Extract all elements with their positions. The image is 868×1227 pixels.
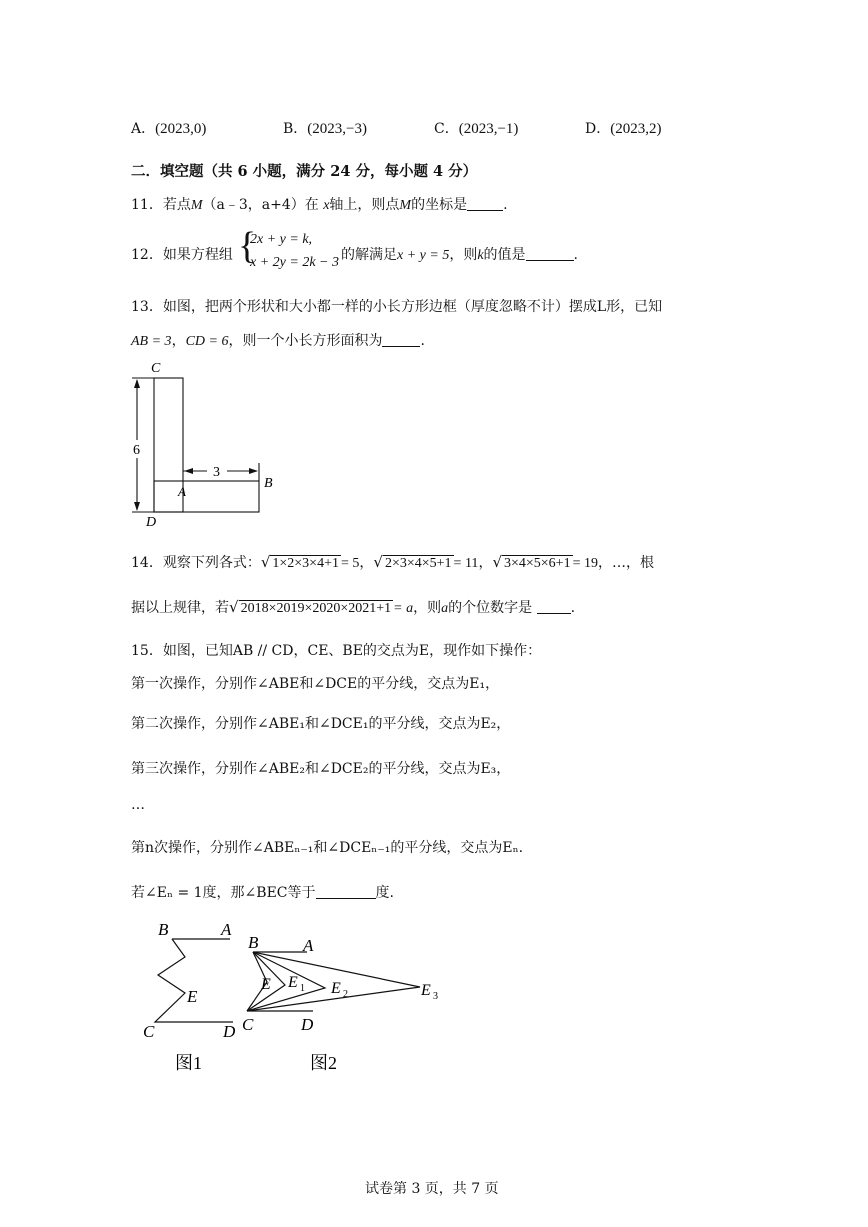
question-15-op2: 第二次操作，分别作∠ABE₁和∠DCE₁的平分线，交点为E₂， <box>131 716 511 732</box>
question-15-opn: 第n次操作，分别作∠ABEₙ₋₁和∠DCEₙ₋₁的平分线，交点为Eₙ. <box>131 840 524 856</box>
fig2-label-e: E <box>261 976 271 993</box>
figure-15 <box>135 915 455 1080</box>
fig2-label-b: B <box>248 933 259 952</box>
fig2-label-e3: E <box>421 982 431 999</box>
fig2-label-d: D <box>301 1015 314 1034</box>
question-15-line1: 15．如图，已知AB // CD，CE、BE的交点为E，现作如下操作： <box>131 643 542 659</box>
fig1-label-c: C <box>143 1022 155 1041</box>
fig1-label-a: A <box>221 920 232 939</box>
fig2-sub-2: 2 <box>343 989 348 1000</box>
answer-blank[interactable] <box>526 246 574 261</box>
equation-1: 2x + y = k, <box>250 232 313 247</box>
fig1-label-e: E <box>187 987 198 1006</box>
label-b: B <box>264 476 273 491</box>
fig2-sub-1: 1 <box>300 983 305 994</box>
question-14-line1: 14．观察下列各式：√ 1×2×3×4+1 = 5，√ 2×3×4×5+1 = 11，√ 3×4×5×6+1 = 19，…，根 <box>131 553 654 571</box>
figure-1-lines <box>155 939 233 1022</box>
label-c: C <box>151 361 161 376</box>
section-title: 二．填空题（共 6 小题，满分 24 分，每小题 4 分） <box>131 163 478 180</box>
option-c: C．(2023,−1) <box>434 121 519 137</box>
question-11: 11．若点M（a﹣3，a+4）在 x轴上，则点M的坐标是 . <box>131 197 508 213</box>
label-three: 3 <box>213 465 220 480</box>
option-a: A．(2023,0) <box>131 121 207 137</box>
fig1-label-b: B <box>158 920 169 939</box>
fig2-sub-3: 3 <box>433 991 438 1002</box>
fig2-label-c: C <box>242 1015 254 1034</box>
label-a: A <box>178 484 186 499</box>
fig2-label-e2: E <box>331 980 341 997</box>
page-footer: 试卷第 3 页，共 7 页 <box>365 1181 499 1197</box>
question-15-dots: … <box>131 797 145 813</box>
question-12-rest: 的解满足x + y = 5，则k的值是 . <box>341 247 578 263</box>
fig1-caption: 图1 <box>175 1053 202 1073</box>
fig1-label-d: D <box>223 1022 236 1041</box>
answer-blank[interactable] <box>382 332 420 347</box>
question-13-line2: AB = 3，CD = 6，则一个小长方形面积为 . <box>131 333 425 349</box>
equation-2: x + 2y = 2k − 3 <box>250 255 339 270</box>
answer-blank[interactable] <box>316 884 376 899</box>
answer-blank[interactable] <box>537 599 571 614</box>
question-15-op3: 第三次操作，分别作∠ABE₂和∠DCE₂的平分线，交点为E₃， <box>131 761 511 777</box>
option-d: D．(2023,2) <box>585 121 662 137</box>
question-13-line1: 13．如图，把两个形状和大小都一样的小长方形边框（厚度忽略不计）摆成L形，已知 <box>131 299 663 315</box>
label-d: D <box>146 515 157 530</box>
horizontal-rectangle <box>154 481 259 512</box>
answer-blank[interactable] <box>467 196 503 211</box>
system-brace: { <box>238 225 257 267</box>
fig2-caption: 图2 <box>310 1053 337 1073</box>
fig2-label-a: A <box>303 936 314 955</box>
fig2-label-e1: E <box>288 974 298 991</box>
figure-13-l-shape <box>125 358 285 530</box>
question-14-line2: 据以上规律，若√ 2018×2019×2020×2021+1 = a，则a的个位数字是 . <box>131 598 576 616</box>
question-15-op1: 第一次操作，分别作∠ABE和∠DCE的平分线，交点为E₁， <box>131 676 500 692</box>
question-15-last: 若∠Eₙ = 1度，那∠BEC等于 度. <box>131 885 394 901</box>
question-12-label: 12．如果方程组 <box>131 247 233 263</box>
label-six: 6 <box>133 443 140 458</box>
option-b: B．(2023,−3) <box>283 121 367 137</box>
